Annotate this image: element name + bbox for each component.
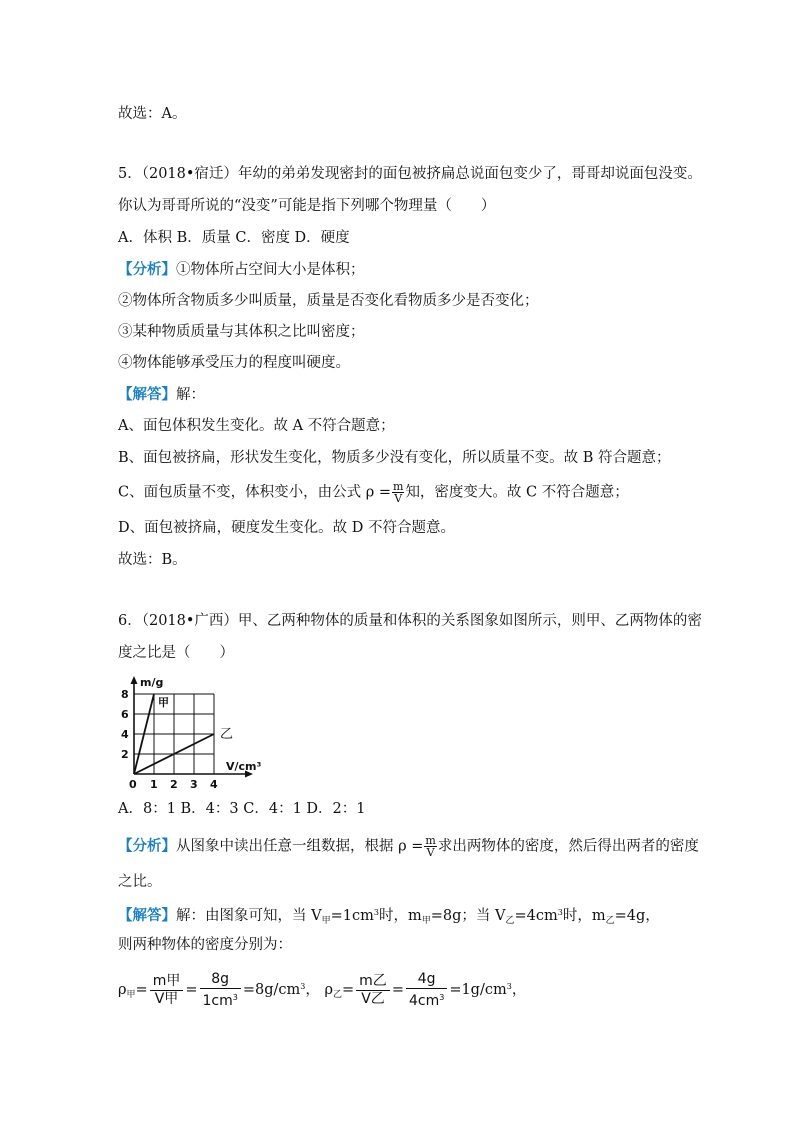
superscript-3: 3 [373, 908, 379, 917]
subscript-yi: 乙 [605, 916, 615, 926]
subscript-yi: 乙 [333, 990, 343, 1000]
denominator-text: 4cm [408, 992, 440, 1009]
q6-analysis-pre: 从图象中读出任意一组数据，根据 ρ = [176, 838, 424, 855]
superscript-3: 3 [506, 982, 512, 991]
q6-solution-line1 [118, 903, 660, 931]
x-tick-0: 0 [129, 778, 137, 791]
fraction-denominator [406, 989, 447, 1010]
superscript-3: 3 [232, 992, 238, 1002]
y-axis-label: m/g [140, 676, 164, 689]
x-tick-3: 3 [190, 778, 198, 791]
fraction-numerator: m [425, 834, 436, 847]
comma: ， [305, 982, 320, 998]
solution-tag: 【解答】 [118, 386, 176, 403]
superscript-3: 3 [439, 992, 445, 1002]
q6-sol-text: =1cm [330, 908, 374, 924]
q5-solution-b: B、面包被挤扁，形状发生变化，物质多少没有变化，所以质量不变。故 B 符合题意； [118, 450, 671, 466]
graph-grid [134, 694, 214, 774]
q6-sol-text: =8g；当 V [430, 908, 506, 924]
equals-sign: = [185, 982, 198, 998]
fraction-8g-over-1cm3 [200, 971, 241, 1010]
rho-symbol: ρ [324, 982, 333, 998]
superscript-3: 3 [557, 908, 563, 917]
rho-symbol: ρ [118, 982, 127, 998]
density-fraction [424, 835, 436, 858]
series-label-jia: 甲 [158, 696, 169, 709]
q6-options: A．8：1 B．4：3 C．4：1 D．2：1 [118, 801, 366, 817]
solution-tag: 【解答】 [118, 907, 176, 924]
fraction-numerator: m [393, 480, 404, 493]
fraction-denominator: V乙 [361, 990, 385, 1007]
equals-sign: = [342, 982, 355, 998]
q5-analysis-line4: ④物体能够承受压力的程度叫硬度。 [118, 355, 350, 371]
fraction-numerator: 8g [200, 971, 241, 989]
result-jia: =8g/cm [242, 982, 301, 998]
fraction-m-yi-over-v-yi [356, 973, 390, 1008]
q6-sol-text: 解：由图象可知，当 V [176, 908, 322, 924]
superscript-3: 3 [300, 982, 306, 991]
q5-choose-b: 故选：B。 [118, 552, 187, 568]
fraction-m-jia-over-v-jia [150, 973, 184, 1008]
fraction-numerator: m乙 [356, 973, 390, 991]
q5-stem-line1: 5．（2018•宿迁）年幼的弟弟发现密封的面包被挤扁总说面包变少了，哥哥却说面包没变。 [118, 166, 702, 182]
q6-stem-line1: 6．（2018•广西）甲、乙两种物体的质量和体积的关系图象如图所示，则甲、乙两物体的密 [118, 613, 702, 629]
x-tick-1: 1 [150, 778, 158, 791]
density-fraction [392, 481, 404, 504]
y-tick-6: 6 [121, 708, 129, 721]
q6-sol-text: 时，m [378, 908, 422, 924]
subscript-jia: 甲 [126, 990, 136, 1000]
q6-sol-text: =4g， [614, 908, 660, 924]
q6-analysis-post: 求出两物体的密度，然后得出两者的密度 [437, 838, 699, 855]
x-axis-label: V/cm³ [226, 760, 262, 773]
q6-solution-line2: 则两种物体的密度分别为： [118, 937, 292, 953]
subscript-jia: 甲 [421, 916, 431, 926]
series-label-yi: 乙 [220, 727, 234, 742]
q5-analysis-line3: ③某种物质质量与其体积之比叫密度； [118, 324, 365, 340]
q6-sol-text: =4cm [514, 908, 558, 924]
q6-sol-text: 时，m [562, 908, 606, 924]
denominator-text: 1cm [202, 992, 233, 1009]
result-yi: =1g/cm [449, 982, 507, 998]
q6-analysis-line1 [118, 835, 699, 858]
fraction-numerator: m甲 [150, 973, 184, 991]
fraction-denominator: V甲 [154, 990, 179, 1007]
equals-sign: = [135, 982, 148, 998]
y-tick-2: 2 [121, 748, 129, 761]
subscript-jia: 甲 [321, 916, 331, 926]
y-tick-8: 8 [121, 688, 129, 701]
fraction-4g-over-4cm3 [406, 971, 447, 1010]
q5-stem-line2: 你认为哥哥所说的“没变”可能是指下列哪个物理量（ ） [118, 198, 496, 214]
q5-solution-a: A、面包体积发生变化。故 A 不符合题意； [118, 418, 395, 434]
q6-density-equation [118, 969, 526, 1013]
q5-solution-c [118, 481, 629, 504]
mass-volume-graph [116, 674, 286, 798]
analysis-tag: 【分析】 [118, 837, 176, 855]
q5-analysis-text1: ①物体所占空间大小是体积； [176, 262, 365, 278]
q5-options: A．体积 B．质量 C．密度 D．硬度 [118, 230, 350, 246]
q6-analysis-line2: 之比。 [118, 874, 162, 890]
analysis-tag: 【分析】 [118, 261, 176, 278]
q5-solution-d: D、面包被挤扁，硬度发生变化。故 D 不符合题意。 [118, 520, 455, 536]
q5-solution-c-pre: C、面包质量不变，体积变小，由公式 ρ = [118, 484, 391, 501]
fraction-denominator [200, 989, 241, 1010]
q5-analysis-line2: ②物体所含物质多少叫质量，质量是否变化看物质多少是否变化； [118, 293, 539, 309]
fraction-numerator: 4g [406, 971, 447, 989]
y-tick-4: 4 [121, 728, 129, 741]
q6-stem-line2: 度之比是（ ） [118, 645, 234, 661]
q5-solution-c-post: 知，密度变大。故 C 不符合题意； [405, 484, 629, 501]
fraction-denominator: V [426, 846, 435, 859]
answer-choose-a: 故选：A。 [118, 106, 187, 122]
equals-sign: = [391, 982, 404, 998]
trailing-comma: ， [511, 982, 527, 998]
x-tick-2: 2 [170, 778, 178, 791]
q5-solution-head [118, 385, 205, 405]
fraction-denominator: V [394, 492, 403, 505]
q5-analysis-line1 [118, 260, 365, 280]
q5-solution-head-text: 解： [176, 387, 205, 403]
subscript-yi: 乙 [505, 916, 515, 926]
x-tick-4: 4 [210, 778, 218, 791]
